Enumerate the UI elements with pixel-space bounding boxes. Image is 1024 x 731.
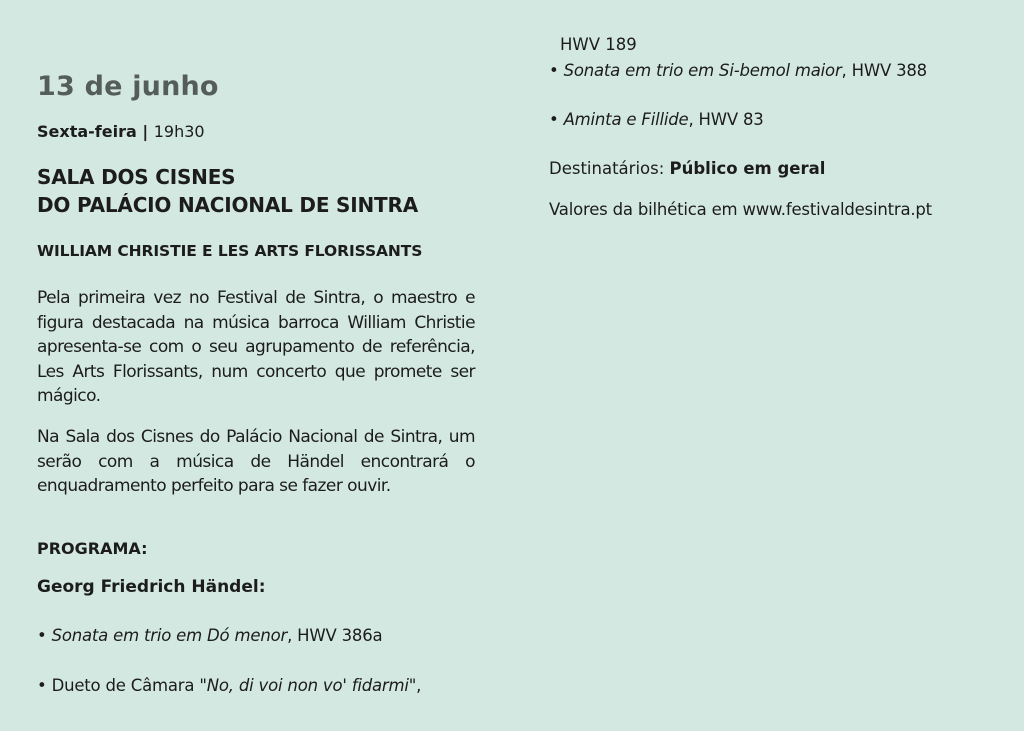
program-item — [37, 626, 382, 645]
description-paragraph-2: Na Sala dos Cisnes do Palácio Nacional de Sintra, um serão com a música de Händel encontrará o enquadramento perfeito para se fazer ouvir. — [37, 427, 475, 496]
event-weekday: Sexta-feira — [37, 122, 137, 141]
day-time-separator: | — [136, 122, 154, 141]
audience-label: Destinatários: — [549, 159, 670, 178]
work-catalog: , HWV 388 — [841, 61, 927, 80]
audience-value: Público em geral — [669, 159, 826, 178]
work-catalog: , HWV 386a — [287, 626, 383, 645]
event-time: 19h30 — [153, 122, 205, 141]
work-catalog: , HWV 83 — [688, 110, 764, 129]
program-item-continuation: HWV 189 — [560, 35, 637, 54]
program-item — [549, 110, 764, 129]
work-title: Sonata em trio em Dó menor — [51, 626, 288, 645]
venue-line-2: DO PALÁCIO NACIONAL DE SINTRA — [37, 193, 418, 217]
bullet-prefix: • Dueto de Câmara — [37, 676, 200, 695]
work-tail: , — [416, 676, 422, 695]
venue-line-1: SALA DOS CISNES — [37, 165, 236, 189]
event-venue — [37, 163, 418, 219]
program-heading: PROGRAMA: — [37, 539, 148, 558]
program-item — [37, 676, 421, 695]
description-paragraph-1: Pela primeira vez no Festival de Sintra, o maestro e figura destacada na música barroca William Christie apresenta-se com o seu agrupamento de referência, Les Arts Florissants, num concerto que promete ser mágico. — [37, 288, 475, 406]
work-title: "No, di voi non vo' fidarmi" — [199, 676, 417, 695]
ticket-prices-info: Valores da bilhética em www.festivaldesintra.pt — [549, 200, 932, 219]
audience-info — [549, 159, 825, 178]
event-date: 13 de junho — [37, 71, 219, 102]
bullet: • — [549, 110, 564, 129]
program-item — [549, 61, 927, 80]
program-composer: Georg Friedrich Händel: — [37, 577, 266, 597]
work-title: Sonata em trio em Si-bemol maior — [563, 61, 842, 80]
bullet: • — [37, 626, 52, 645]
work-title: Aminta e Fillide — [563, 110, 689, 129]
event-artist: WILLIAM CHRISTIE E LES ARTS FLORISSANTS — [37, 242, 423, 260]
event-day-time — [37, 122, 205, 141]
bullet: • — [549, 61, 564, 80]
